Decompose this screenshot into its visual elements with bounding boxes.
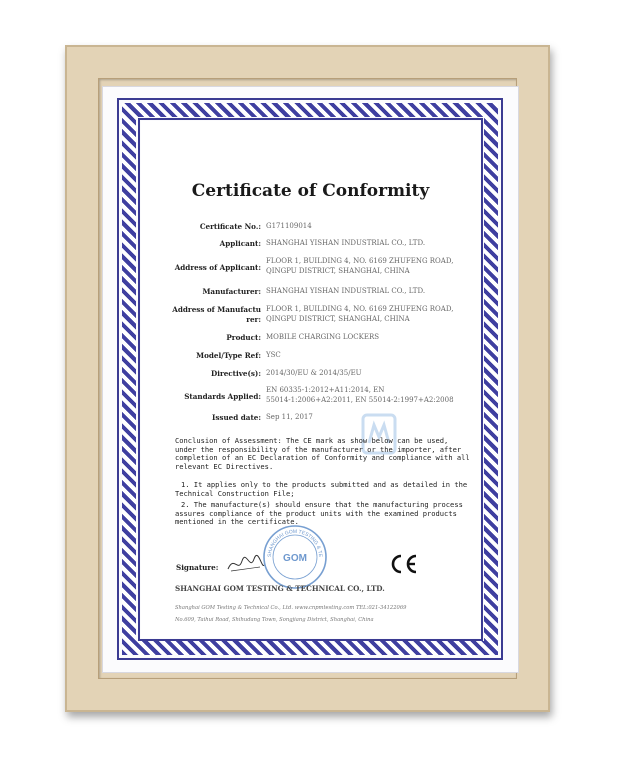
value-certificate-no: G171109014 <box>266 222 312 230</box>
certificate-paper <box>141 121 480 638</box>
svg-text:SHANGHAI GOM TESTING & TECHNIC: SHANGHAI GOM TESTING & TE <box>266 528 324 558</box>
label-standards: Standards Applied: <box>184 392 261 401</box>
value-applicant: SHANGHAI YISHAN INDUSTRIAL CO., LTD. <box>266 239 426 247</box>
condition-2: 2. The manufacture(s) should ensure that the manufacturing process assures compliance of the product units with the examined products mentioned in the certificate. <box>175 500 463 527</box>
label-manufacturer: Manufacturer: <box>202 287 261 296</box>
footer-contact: Shanghai GOM Testing & Technical Co., Ltd. www.cnpmtesting.com TEL:021-34122069 <box>175 605 407 611</box>
condition-1: 1. It applies only to the products submitted and as detailed in the Technical Construction File; <box>175 480 468 498</box>
value-model: YSC <box>266 351 281 359</box>
label-certificate-no: Certificate No.: <box>199 222 261 231</box>
value-standards-line2: 55014-1:2006+A2:2011, EN 55014-2:1997+A2:2008 <box>266 396 454 404</box>
label-applicant: Applicant: <box>219 239 261 248</box>
label-address-manufacturer-line1: Address of Manufactu <box>172 305 261 314</box>
value-directives: 2014/30/EU & 2014/35/EU <box>266 369 362 377</box>
label-address-applicant: Address of Applicant: <box>174 263 261 272</box>
certificate-mat <box>102 86 519 673</box>
svg-text:GOM: GOM <box>283 553 307 564</box>
label-directives: Directive(s): <box>210 369 261 378</box>
value-issued-date: Sep 11, 2017 <box>266 413 313 421</box>
label-model: Model/Type Ref: <box>196 351 261 360</box>
label-product: Product: <box>226 333 261 342</box>
conclusion-text: Conclusion of Assessment: The CE mark as show below can be used, under the responsibility of the manufacturer or the importer, after completion of an EC Declaration of Conformity and compliance with all relevant EC Directives. <box>175 436 470 471</box>
value-address-manufacturer-line2: QINGPU DISTRICT, SHANGHAI, CHINA <box>266 315 410 323</box>
value-address-applicant-line2: QINGPU DISTRICT, SHANGHAI, CHINA <box>266 267 410 275</box>
value-manufacturer: SHANGHAI YISHAN INDUSTRIAL CO., LTD. <box>266 287 426 295</box>
value-address-manufacturer-line1: FLOOR 1, BUILDING 4, NO. 6169 ZHUFENG ROAD, <box>266 305 454 313</box>
ce-mark-icon <box>389 553 419 575</box>
footer-address: No.609, Taihui Road, Shihudang Town, Songjiang District, Shanghai, China <box>175 617 374 623</box>
issuer-company: SHANGHAI GOM TESTING & TECHNICAL CO., LTD. <box>175 584 385 593</box>
certificate-title: Certificate of Conformity <box>191 181 430 201</box>
value-address-applicant-line1: FLOOR 1, BUILDING 4, NO. 6169 ZHUFENG ROAD, <box>266 257 454 265</box>
signature-scribble-icon <box>226 551 266 577</box>
value-standards-line1: EN 60335-1:2012+A11:2014, EN <box>266 386 385 394</box>
label-issued-date: Issued date: <box>211 413 261 422</box>
signature-label: Signature: <box>176 563 219 572</box>
company-stamp-icon <box>261 523 329 591</box>
label-address-manufacturer-line2: rer: <box>246 315 261 324</box>
value-product: MOBILE CHARGING LOCKERS <box>266 333 380 341</box>
